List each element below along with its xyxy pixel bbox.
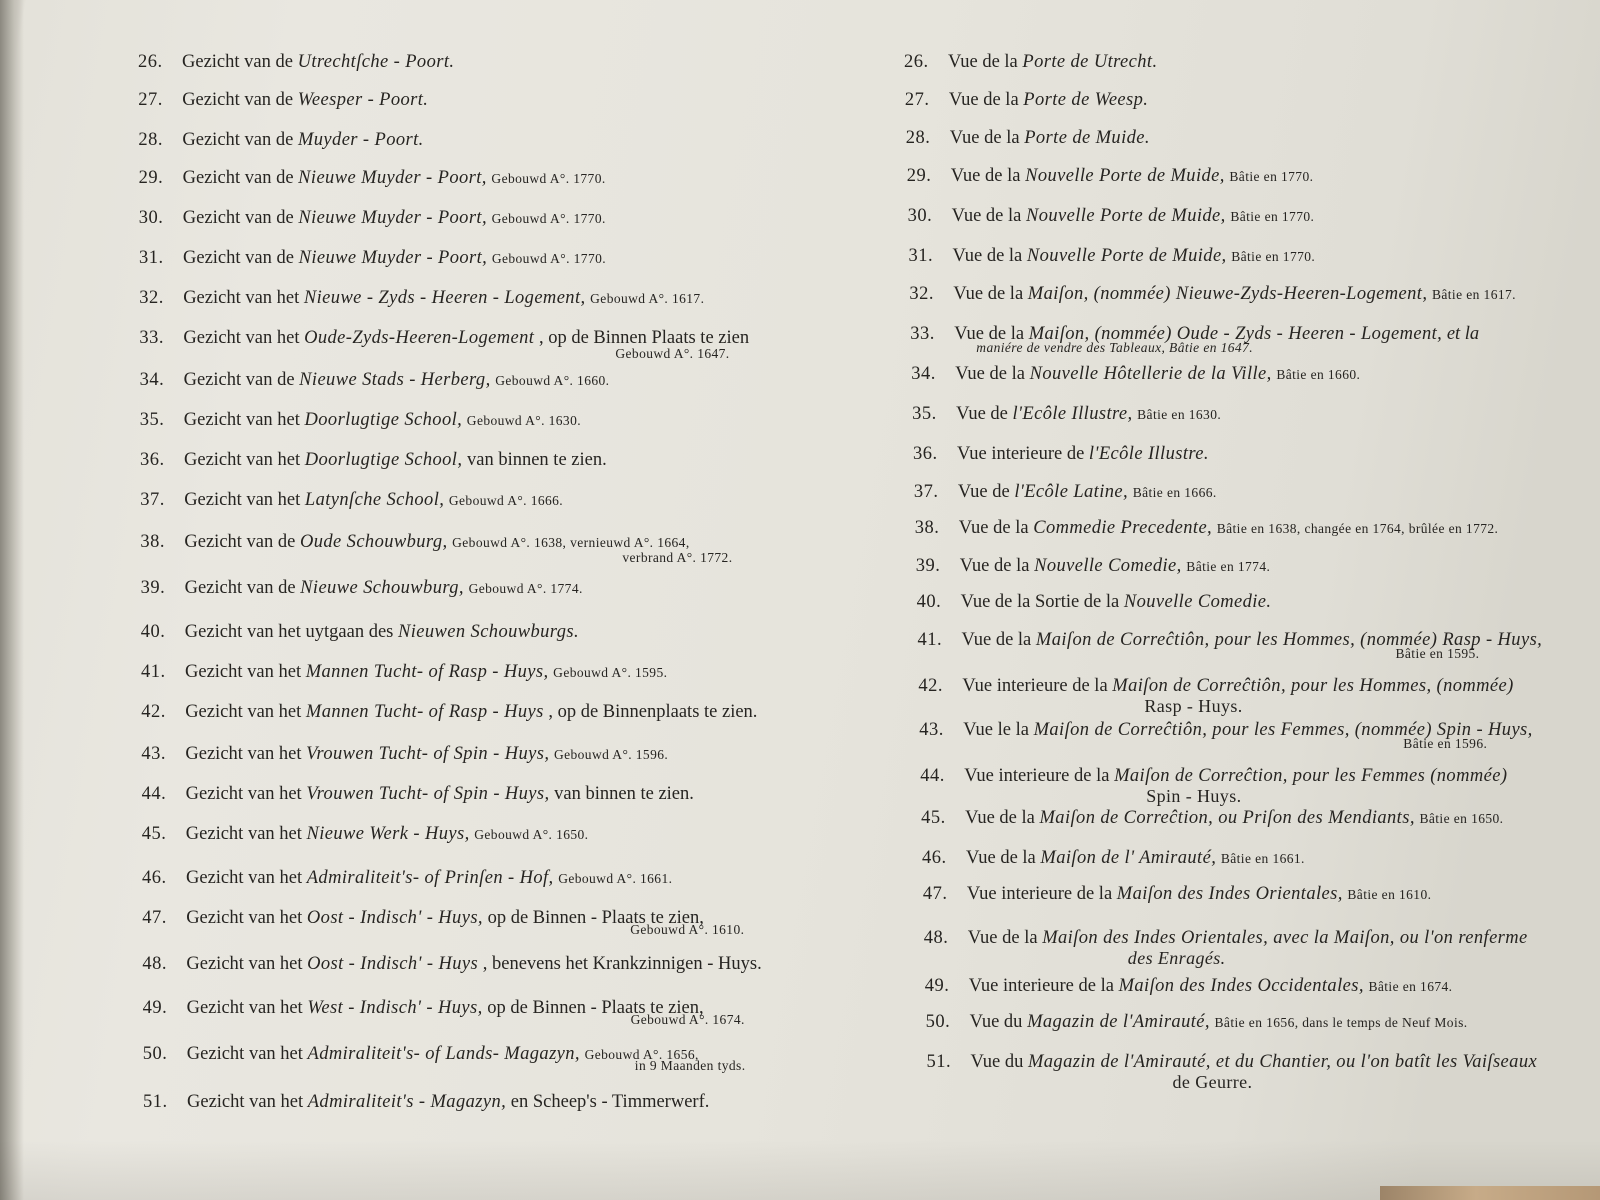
entry-continuation: in 9 Maanden tyds.: [634, 1058, 746, 1073]
table-surface: [1380, 1186, 1600, 1200]
entry-prefix: Vue de la: [953, 284, 1024, 304]
entry-continuation: Gebouwd A°. 1610.: [630, 922, 745, 937]
entry-place-name: Maiſon de Correĉtiôn, pour les Femmes, (nommée) Spin - Huys,: [1033, 720, 1533, 740]
entry-number: 27.: [904, 90, 930, 110]
index-entry: [139, 248, 606, 269]
entry-suffix: Gebouwd A°. 1661.: [558, 871, 673, 886]
index-entry: [143, 1044, 699, 1065]
entry-suffix: Bâtie en 1660.: [1276, 367, 1361, 382]
entry-suffix: op de Binnen - Plaats te zien,: [487, 908, 704, 928]
index-entry: [921, 808, 1503, 829]
index-entry: [140, 410, 581, 431]
entry-prefix: Gezicht van het: [183, 288, 300, 308]
entry-prefix: Vue de la: [967, 928, 1038, 948]
entry-suffix: van binnen te zien.: [554, 784, 694, 804]
entry-suffix: Gebouwd A°. 1656,: [584, 1047, 699, 1062]
index-entry: [917, 592, 1272, 612]
entry-place-name: Maiſon de Correĉtiôn, pour les Hommes, (nommée): [1112, 676, 1514, 696]
entry-suffix: Bâtie en 1674.: [1368, 979, 1453, 994]
entry-number: 50.: [925, 1012, 951, 1032]
entry-suffix: Gebouwd A°. 1638, vernieuwd A°. 1664,: [452, 535, 690, 550]
entry-place-name: Latynſche School,: [304, 490, 445, 510]
entry-prefix: Vue de la: [951, 206, 1022, 226]
entry-suffix: op de Binnen - Plaats te zien,: [487, 998, 704, 1018]
index-entry: [142, 868, 672, 889]
entry-suffix: Bâtie en 1650.: [1419, 811, 1504, 826]
index-entry: [913, 444, 1209, 464]
index-entry: [915, 518, 1499, 539]
entry-number: 43.: [141, 744, 167, 764]
entry-prefix: Vue le la: [963, 720, 1029, 740]
entry-suffix: , benevens het Krankzinnigen - Huys.: [482, 954, 762, 974]
index-entry: [141, 662, 667, 683]
entry-place-name: Maiſon des Indes Orientales,: [1116, 884, 1343, 904]
entry-place-name: Nouvelle Porte de Muide,: [1026, 246, 1227, 266]
entry-suffix: Bâtie en 1638, changée en 1764, brûlée en 1772.: [1216, 521, 1499, 536]
entry-number: 35.: [912, 404, 937, 424]
entry-number: 39.: [140, 578, 166, 598]
entry-number: 44.: [920, 766, 945, 786]
entry-number: 46.: [922, 848, 947, 868]
entry-place-name: Admiraliteit's - Magazyn,: [307, 1092, 507, 1112]
entry-suffix: van binnen te zien.: [467, 450, 607, 470]
entry-prefix: Gezicht van het: [183, 328, 300, 348]
entry-number: 41.: [917, 630, 943, 650]
entry-number: 47.: [922, 884, 948, 904]
entry-place-name: Oost - Indisch' - Huys,: [306, 908, 483, 928]
index-entry: [912, 404, 1221, 425]
index-entry: [141, 578, 583, 599]
page-bottom-shadow: [0, 1140, 1600, 1200]
entry-number: 38.: [140, 532, 166, 552]
entry-prefix: Vue du: [970, 1052, 1024, 1072]
entry-number: 36.: [140, 450, 165, 470]
entry-place-name: Muyder - Poort.: [297, 130, 424, 150]
entry-place-name: West - Indisch' - Huys,: [307, 998, 483, 1018]
page-gutter-shadow: [0, 0, 24, 1200]
entry-number: 47.: [142, 908, 167, 928]
entry-prefix: Vue du: [969, 1012, 1023, 1032]
entry-suffix: Bâtie en 1610.: [1347, 887, 1432, 902]
entry-prefix: Vue interieure de: [957, 444, 1085, 464]
entry-continuation: maniére de vendre des Tableaux, Bâtie en 1647.: [976, 340, 1254, 355]
entry-number: 30.: [907, 206, 933, 226]
entry-suffix: et la: [1446, 324, 1480, 344]
entry-place-name: Maiſon de Correĉtion, ou Priſon des Mendiants,: [1039, 808, 1415, 828]
entry-place-name: Nieuwe Muyder - Poort,: [298, 168, 487, 188]
entry-number: 32.: [909, 284, 935, 304]
entry-prefix: Gezicht van het: [187, 1092, 304, 1112]
entry-suffix: Bâtie en 1774.: [1186, 559, 1271, 574]
entry-place-name: Nieuwe Schouwburg,: [300, 578, 464, 598]
entry-place-name: Nouvelle Hôtellerie de la Ville,: [1029, 364, 1272, 384]
entry-prefix: Vue de la: [959, 556, 1030, 576]
entry-prefix: Gezicht van de: [182, 52, 293, 72]
entry-prefix: Gezicht van het: [184, 490, 301, 510]
entry-number: 40.: [140, 622, 166, 642]
index-entry: [909, 284, 1516, 305]
index-entry: [140, 450, 607, 470]
entry-number: 41.: [141, 662, 166, 682]
entry-number: 37.: [140, 490, 165, 510]
index-entry: [923, 884, 1431, 905]
entry-place-name: Nouvelle Comedie.: [1123, 592, 1272, 612]
entry-prefix: Gezicht van de: [182, 130, 294, 150]
entry-continuation: Gebouwd A°. 1674.: [630, 1012, 745, 1027]
entry-place-name: Vrouwen Tucht- of Spin - Huys,: [306, 784, 550, 804]
entry-number: 45.: [141, 824, 167, 844]
entry-place-name: Oude Schouwburg,: [299, 532, 448, 552]
entry-place-name: Maiſon des Indes Orientales, avec la Maiſon, ou l'on renferme: [1042, 928, 1528, 948]
entry-prefix: Vue de la: [965, 808, 1035, 828]
entry-number: 45.: [921, 808, 946, 828]
index-entry: [140, 370, 610, 391]
entry-continuation: Gebouwd A°. 1647.: [615, 346, 730, 361]
index-entry: [139, 288, 704, 309]
entry-place-name: Maiſon, (nommée) Nieuwe-Zyds-Heeren-Logement,: [1027, 284, 1428, 304]
entry-number: 26.: [138, 52, 163, 72]
index-entry: [907, 166, 1314, 187]
entry-number: 28.: [138, 130, 164, 150]
index-entry: [140, 490, 563, 511]
entry-number: 35.: [139, 410, 165, 430]
index-entry: [905, 90, 1148, 110]
entry-place-name: Vrouwen Tucht- of Spin - Huys,: [306, 744, 550, 764]
entry-place-name: Maiſon de l' Amirauté,: [1040, 848, 1217, 868]
entry-number: 29.: [138, 168, 164, 188]
entry-suffix: Bâtie en 1770.: [1230, 209, 1315, 224]
entry-place-name: Maiſon des Indes Occidentales,: [1118, 976, 1364, 996]
index-entry: [918, 676, 1513, 696]
index-entry: [141, 702, 757, 722]
entry-number: 34.: [911, 364, 936, 384]
entry-suffix: Gebouwd A°. 1617.: [590, 291, 705, 306]
entry-suffix: Gebouwd A°. 1595.: [553, 665, 668, 680]
entry-suffix: Bâtie en 1666.: [1132, 485, 1217, 500]
entry-prefix: Gezicht van het: [185, 702, 302, 722]
index-entry: [916, 556, 1271, 577]
entry-place-name: l'Ecôle Latine,: [1014, 482, 1129, 502]
entry-suffix: Gebouwd A°. 1666.: [448, 493, 564, 508]
entry-number: 38.: [914, 518, 940, 538]
entry-place-name: Maiſon de Correĉtion, pour les Femmes (nommée): [1114, 766, 1508, 786]
entry-prefix: Gezicht van het: [185, 784, 302, 804]
entry-number: 34.: [139, 370, 165, 390]
entry-number: 44.: [141, 784, 167, 804]
entry-number: 39.: [915, 556, 941, 576]
entry-prefix: Vue de la: [955, 364, 1025, 384]
entry-place-name: Mannen Tucht- of Rasp - Huys: [305, 702, 544, 722]
entry-place-name: Oost - Indisch' - Huys: [307, 954, 479, 974]
entry-number: 28.: [905, 128, 931, 148]
index-entry: [138, 130, 423, 150]
entry-continuation: Rasp - Huys.: [1144, 696, 1243, 716]
entry-suffix: Gebouwd A°. 1774.: [468, 581, 583, 596]
entry-suffix: Gebouwd A°. 1770.: [491, 251, 607, 266]
index-entry: [143, 998, 704, 1018]
entry-continuation: Bâtie en 1595.: [1395, 646, 1480, 661]
index-entry: [914, 482, 1217, 503]
entry-prefix: Vue de la: [948, 52, 1018, 72]
entry-prefix: Vue de: [956, 404, 1008, 424]
entry-number: 27.: [138, 90, 163, 110]
entry-number: 46.: [142, 868, 167, 888]
index-entry: [908, 206, 1315, 227]
entry-continuation: Spin - Huys.: [1146, 786, 1242, 806]
entry-number: 49.: [924, 976, 950, 996]
entry-place-name: Nieuwen Schouwburgs.: [397, 622, 579, 642]
entry-prefix: Vue interieure de la: [968, 976, 1114, 996]
entry-prefix: Gezicht van de: [182, 168, 294, 188]
index-entry: [911, 364, 1360, 385]
entry-prefix: Gezicht van de: [183, 248, 294, 268]
entry-number: 50.: [142, 1044, 168, 1064]
entry-suffix: Gebouwd A°. 1660.: [495, 373, 610, 388]
index-entry: [138, 52, 454, 72]
entry-suffix: Gebouwd A°. 1770.: [491, 211, 606, 226]
entry-prefix: Vue de la: [949, 128, 1020, 148]
entry-continuation: de Geurre.: [1172, 1072, 1253, 1092]
entry-number: 40.: [916, 592, 942, 612]
entry-prefix: Gezicht van de: [182, 208, 294, 228]
entry-prefix: Gezicht van het: [185, 824, 302, 844]
entry-place-name: Maiſon, (nommée) Oude - Zyds - Heeren - Logement,: [1028, 324, 1443, 344]
entry-suffix: Bâtie en 1617.: [1431, 287, 1516, 302]
index-entry: [904, 52, 1157, 72]
entry-place-name: Mannen Tucht- of Rasp - Huys,: [305, 662, 549, 682]
entry-number: 31.: [139, 248, 164, 268]
entry-suffix: en Scheep's - Timmerwerf.: [510, 1092, 710, 1112]
entry-number: 43.: [919, 720, 944, 740]
entry-place-name: Admiraliteit's- of Prinſen - Hof,: [306, 868, 554, 888]
entry-prefix: Gezicht van de: [182, 90, 294, 110]
entry-place-name: Porte de Muide.: [1024, 128, 1150, 148]
entry-place-name: Nouvelle Comedie,: [1034, 556, 1182, 576]
index-entry: [140, 532, 689, 553]
entry-prefix: Vue interieure de la: [966, 884, 1113, 904]
entry-suffix: Bâtie en 1661.: [1220, 851, 1305, 866]
entry-continuation: Bâtie en 1596.: [1403, 736, 1488, 751]
index-entry: [141, 622, 579, 642]
entry-prefix: Vue de la: [952, 246, 1023, 266]
index-entry: [142, 954, 761, 974]
entry-continuation: verbrand A°. 1772.: [622, 550, 733, 565]
entry-place-name: Utrechtſche - Poort.: [297, 52, 455, 72]
index-entry: [927, 1052, 1538, 1072]
entry-suffix: Gebouwd A°. 1630.: [466, 413, 581, 428]
entry-prefix: Vue de la: [950, 166, 1021, 186]
index-entry: [142, 908, 704, 928]
entry-suffix: Bâtie en 1770.: [1231, 249, 1316, 264]
entry-number: 36.: [913, 444, 938, 464]
index-entry: [909, 246, 1316, 267]
entry-prefix: Vue de la: [954, 324, 1025, 344]
entry-prefix: Vue interieure de la: [964, 766, 1110, 786]
entry-place-name: Nouvelle Porte de Muide,: [1025, 166, 1225, 186]
entry-place-name: l'Ecôle Illustre,: [1012, 404, 1133, 424]
entry-prefix: Gezicht van het: [186, 1044, 303, 1064]
entry-prefix: Vue de la: [948, 90, 1019, 110]
index-entry: [139, 328, 749, 348]
entry-prefix: Gezicht van het: [185, 662, 302, 682]
entry-number: 32.: [139, 288, 164, 308]
entry-prefix: Gezicht van de: [183, 370, 295, 390]
entry-suffix: Gebouwd A°. 1770.: [491, 171, 606, 186]
entry-place-name: Magazin de l'Amirauté, et du Chantier, ou l'on batît les Vaiſseaux: [1027, 1052, 1538, 1072]
index-entry: [920, 766, 1507, 786]
entry-suffix: Bâtie en 1630.: [1137, 407, 1222, 422]
entry-suffix: Bâtie en 1770.: [1229, 169, 1314, 184]
index-entry: [142, 784, 694, 804]
entry-place-name: Porte de Weesp.: [1023, 90, 1149, 110]
entry-prefix: Gezicht van het: [186, 954, 303, 974]
index-entry: [922, 848, 1305, 869]
entry-number: 37.: [913, 482, 939, 502]
entry-place-name: Nieuwe Stads - Herberg,: [299, 370, 491, 390]
index-entry: [142, 824, 589, 845]
entry-place-name: Doorlugtige School,: [304, 450, 463, 470]
entry-place-name: Nouvelle Porte de Muide,: [1026, 206, 1226, 226]
entry-number: 48.: [142, 954, 168, 974]
entry-number: 42.: [918, 676, 944, 696]
entry-number: 51.: [926, 1052, 952, 1072]
entry-prefix: Gezicht van het: [186, 868, 303, 888]
entry-place-name: Maiſon de Correĉtiôn, pour les Hommes, (nommée) Rasp - Huys,: [1035, 630, 1543, 650]
entry-prefix: Vue interieure de la: [962, 676, 1108, 696]
entry-suffix: , op de Binnen Plaats te zien: [538, 328, 750, 348]
entry-prefix: Gezicht van het: [186, 998, 303, 1018]
entry-prefix: Gezicht van de: [184, 532, 296, 552]
entry-prefix: Gezicht van het: [186, 908, 303, 928]
index-entry: [926, 1012, 1468, 1033]
entry-continuation: des Enragés.: [1127, 948, 1226, 968]
entry-place-name: Commedie Precedente,: [1033, 518, 1213, 538]
entry-place-name: Magazin de l'Amirauté,: [1027, 1012, 1210, 1032]
entry-number: 33.: [139, 328, 165, 348]
entry-number: 51.: [143, 1092, 168, 1112]
entry-prefix: Gezicht van het uytgaan des: [184, 622, 394, 642]
entry-suffix: Gebouwd A°. 1650.: [474, 827, 589, 842]
entry-prefix: Vue de la Sortie de la: [960, 592, 1120, 612]
entry-place-name: Admiraliteit's- of Lands- Magazyn,: [307, 1044, 580, 1064]
entry-place-name: Nieuwe Werk - Huys,: [306, 824, 470, 844]
entry-prefix: Gezicht van het: [183, 410, 300, 430]
entry-prefix: Gezicht van het: [185, 744, 302, 764]
entry-place-name: Nieuwe Muyder - Poort,: [298, 248, 488, 268]
index-entry: [906, 128, 1150, 148]
index-entry: [139, 168, 606, 189]
entry-prefix: Vue de la: [961, 630, 1032, 650]
entry-number: 33.: [910, 324, 935, 344]
entry-suffix: , op de Binnenplaats te zien.: [548, 702, 758, 722]
index-entry: [139, 208, 606, 229]
entry-number: 30.: [138, 208, 164, 228]
entry-number: 42.: [141, 702, 166, 722]
entry-place-name: Doorlugtige School,: [304, 410, 463, 430]
entry-prefix: Vue de la: [966, 848, 1036, 868]
entry-place-name: l'Ecôle Illustre.: [1088, 444, 1209, 464]
entry-prefix: Vue de la: [958, 518, 1029, 538]
entry-prefix: Gezicht van het: [184, 450, 301, 470]
index-entry: [924, 928, 1528, 948]
index-entry: [925, 976, 1453, 997]
entry-place-name: Weesper - Poort.: [297, 90, 429, 110]
entry-place-name: Nieuwe Muyder - Poort,: [298, 208, 487, 228]
entry-number: 31.: [908, 246, 934, 266]
index-entry: [143, 1092, 709, 1112]
entry-number: 26.: [904, 52, 929, 72]
entry-suffix: Gebouwd A°. 1596.: [553, 747, 669, 762]
index-entry: [141, 744, 668, 765]
entry-prefix: Gezicht van de: [184, 578, 296, 598]
entry-number: 29.: [906, 166, 932, 186]
index-entry: [138, 90, 428, 110]
entry-place-name: Porte de Utrecht.: [1022, 52, 1158, 72]
entry-prefix: Vue de: [957, 482, 1010, 502]
entry-place-name: Nieuwe - Zyds - Heeren - Logement,: [303, 288, 586, 308]
entry-number: 48.: [923, 928, 949, 948]
entry-place-name: Oude-Zyds-Heeren-Logement: [304, 328, 535, 348]
entry-suffix: Bâtie en 1656, dans le temps de Neuf Mois.: [1214, 1015, 1468, 1030]
entry-number: 49.: [142, 998, 168, 1018]
